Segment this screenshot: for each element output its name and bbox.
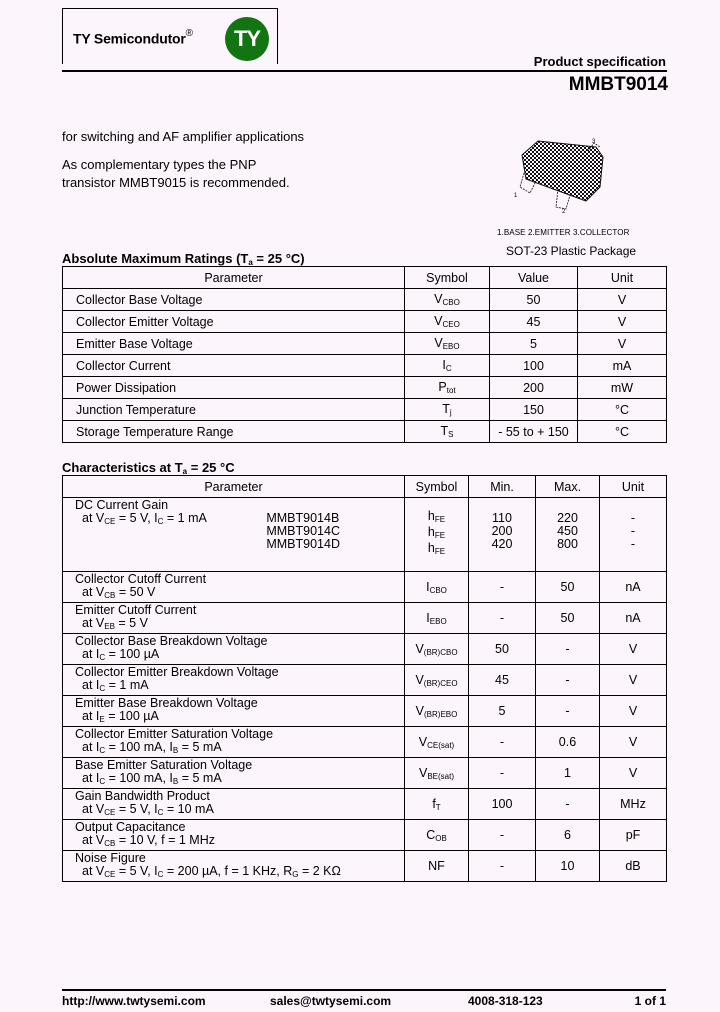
symbol-cell: $V_{CE(sat)}$ xyxy=(405,727,469,758)
symbol-cell: $C_{OB}$ xyxy=(405,820,469,851)
table-header-row xyxy=(63,267,667,289)
parameter-name: Base Emitter Saturation Voltage xyxy=(75,758,253,772)
min-cell: 45 xyxy=(469,665,536,696)
unit-cell: °C xyxy=(578,399,667,421)
parameter-cell xyxy=(63,634,405,665)
min-cell: - xyxy=(469,820,536,851)
part-number-title: MMBT9014 xyxy=(568,74,668,95)
parameter-condition: at $I_C = 100$ mA, $I_B = 5$ mA xyxy=(82,771,222,786)
column-header: Parameter xyxy=(63,267,405,289)
table-row xyxy=(63,665,667,696)
abs-max-table xyxy=(62,266,667,443)
intro-line-3: transistor MMBT9015 is recommended. xyxy=(62,175,290,190)
min-cell: - xyxy=(469,851,536,882)
symbol-cell: $V_{(BR)EBO}$ xyxy=(405,696,469,727)
parameter-cell xyxy=(63,851,405,882)
table-row xyxy=(63,727,667,758)
min-cell: 5 xyxy=(469,696,536,727)
parameter-cell xyxy=(63,696,405,727)
min-cell: - xyxy=(469,603,536,634)
parameter-cell: Emitter Base Voltage xyxy=(63,333,405,355)
table-row xyxy=(63,355,667,377)
parameter-condition: at $V_{CE} = 5$ V, $I_C = 10$ mA xyxy=(82,802,214,817)
max-cell: 50 xyxy=(536,572,600,603)
parameter-cell: Collector Emitter Voltage xyxy=(63,311,405,333)
symbol-cell: $V_{CBO}$ xyxy=(405,289,490,311)
company-name: TY Semicondutor® xyxy=(73,28,193,47)
symbol-cell: $h_{FE}$ $h_{FE}$ $h_{FE}$ xyxy=(405,498,469,572)
value-cell: 100 xyxy=(490,355,578,377)
symbol-cell: $f_T$ xyxy=(405,789,469,820)
parameter-cell: Junction Temperature xyxy=(63,399,405,421)
variant-name: MMBT9014C xyxy=(266,524,340,538)
unit-cell: pF xyxy=(600,820,667,851)
document-type: Product specification xyxy=(533,54,666,69)
unit-cell: V xyxy=(600,727,667,758)
symbol-cell: $P_{tot}$ xyxy=(405,377,490,399)
table-row xyxy=(63,789,667,820)
symbol-cell: $V_{CEO}$ xyxy=(405,311,490,333)
parameter-name: Emitter Cutoff Current xyxy=(75,603,197,617)
table-row xyxy=(63,851,667,882)
parameter-name: Collector Base Breakdown Voltage xyxy=(75,634,268,648)
parameter-cell xyxy=(63,727,405,758)
unit-cell: V xyxy=(578,311,667,333)
table-row xyxy=(63,289,667,311)
column-header: Parameter xyxy=(63,476,405,498)
unit-cell: °C xyxy=(578,421,667,443)
column-header: Value xyxy=(490,267,578,289)
phone-number: 4008-318-123 xyxy=(468,994,543,1008)
min-cell: - xyxy=(469,727,536,758)
value-cell: 200 xyxy=(490,377,578,399)
parameter-cell: Storage Temperature Range xyxy=(63,421,405,443)
parameter-condition: at $V_{EB} = 5$ V xyxy=(82,616,148,631)
unit-cell: dB xyxy=(600,851,667,882)
max-cell: 6 xyxy=(536,820,600,851)
package-name: SOT-23 Plastic Package xyxy=(506,244,637,258)
table-row xyxy=(63,572,667,603)
parameter-name: Collector Emitter Saturation Voltage xyxy=(75,727,274,741)
min-cell: 50 xyxy=(469,634,536,665)
page-number: 1 of 1 xyxy=(634,994,666,1008)
max-cell: 10 xyxy=(536,851,600,882)
max-cell: - xyxy=(536,665,600,696)
max-cell: - xyxy=(536,789,600,820)
unit-cell: V xyxy=(578,289,667,311)
table-row xyxy=(63,377,667,399)
max-cell: - xyxy=(536,696,600,727)
table-row xyxy=(63,603,667,634)
company-logo-box xyxy=(62,8,278,64)
symbol-cell: $V_{(BR)CEO}$ xyxy=(405,665,469,696)
unit-cell: nA xyxy=(600,603,667,634)
unit-cell: nA xyxy=(600,572,667,603)
unit-cell: - - - xyxy=(600,498,667,572)
symbol-cell: $I_{CBO}$ xyxy=(405,572,469,603)
unit-cell: mW xyxy=(578,377,667,399)
sot23-package-icon xyxy=(508,135,608,213)
parameter-name: Collector Emitter Breakdown Voltage xyxy=(75,665,279,679)
table-row xyxy=(63,634,667,665)
intro-text xyxy=(62,129,304,190)
column-header: Symbol xyxy=(405,267,490,289)
characteristics-table xyxy=(62,475,667,882)
parameter-cell: Collector Base Voltage xyxy=(63,289,405,311)
symbol-cell: $I_{EBO}$ xyxy=(405,603,469,634)
variant-names xyxy=(266,512,340,551)
table-row xyxy=(63,758,667,789)
intro-line-2: As complementary types the PNP xyxy=(62,157,257,172)
table-row xyxy=(63,399,667,421)
symbol-cell: $T_S$ xyxy=(405,421,490,443)
abs-max-title: Absolute Maximum Ratings ($T_a = 25$ °C) xyxy=(62,251,305,267)
parameter-condition: at $V_{CE} = 5$ V, $I_C = 1$ mA xyxy=(82,511,207,526)
symbol-cell: $T_j$ xyxy=(405,399,490,421)
value-cell: - 55 to + 150 xyxy=(490,421,578,443)
svg-text:1: 1 xyxy=(514,193,518,199)
table-header-row xyxy=(63,476,667,498)
table-row xyxy=(63,820,667,851)
symbol-cell: $V_{(BR)CBO}$ xyxy=(405,634,469,665)
value-cell: 5 xyxy=(490,333,578,355)
symbol-cell: $I_C$ xyxy=(405,355,490,377)
symbol-cell: $V_{EBO}$ xyxy=(405,333,490,355)
parameter-name: Output Capacitance xyxy=(75,820,186,834)
parameter-condition: at $I_C = 1$ mA xyxy=(82,678,149,693)
max-cell: 0.6 xyxy=(536,727,600,758)
symbol-cell: NF xyxy=(405,851,469,882)
unit-cell: V xyxy=(600,665,667,696)
unit-cell: mA xyxy=(578,355,667,377)
value-cell: 150 xyxy=(490,399,578,421)
parameter-cell: Power Dissipation xyxy=(63,377,405,399)
email-link[interactable]: sales@twtysemi.com xyxy=(270,994,392,1008)
parameter-cell xyxy=(63,820,405,851)
max-cell: - xyxy=(536,634,600,665)
table-row xyxy=(63,421,667,443)
intro-line-1: for switching and AF amplifier applications xyxy=(62,129,305,144)
min-cell: 100 xyxy=(469,789,536,820)
min-cell: 110 200 420 xyxy=(469,498,536,572)
parameter-name: Collector Cutoff Current xyxy=(75,572,207,586)
characteristics-title: Characteristics at $T_a = 25$ °C xyxy=(62,460,235,476)
variant-name: MMBT9014B xyxy=(266,511,340,525)
table-row xyxy=(63,696,667,727)
footer-divider xyxy=(62,989,666,991)
parameter-cell xyxy=(63,572,405,603)
pin-legend: 1.BASE 2.EMITTER 3.COLLECTOR xyxy=(497,228,630,237)
value-cell: 45 xyxy=(490,311,578,333)
min-cell: - xyxy=(469,572,536,603)
table-row xyxy=(63,311,667,333)
svg-text:3: 3 xyxy=(592,139,596,145)
parameter-condition: at $V_{CB} = 10$ V, f = 1 MHz xyxy=(82,833,215,848)
column-header: Unit xyxy=(578,267,667,289)
svg-text:2: 2 xyxy=(562,209,566,213)
max-cell: 50 xyxy=(536,603,600,634)
unit-cell: V xyxy=(600,758,667,789)
unit-cell: V xyxy=(600,696,667,727)
symbol-cell: $V_{BE(sat)}$ xyxy=(405,758,469,789)
min-cell: - xyxy=(469,758,536,789)
column-header: Min. xyxy=(469,476,536,498)
table-row-dc-current-gain xyxy=(63,498,667,572)
parameter-name: Emitter Base Breakdown Voltage xyxy=(75,696,258,710)
parameter-name: DC Current Gain xyxy=(75,498,169,512)
parameter-condition: at $I_C = 100$ mA, $I_B = 5$ mA xyxy=(82,740,222,755)
variant-name: MMBT9014D xyxy=(266,537,340,551)
parameter-cell xyxy=(63,603,405,634)
website-link[interactable]: http://www.twtysemi.com xyxy=(62,994,206,1008)
column-header: Max. xyxy=(536,476,600,498)
parameter-condition: at $V_{CE} = 5$ V, $I_C = 200$ µA, f = 1 KHz, $R_G = 2$ KΩ xyxy=(82,864,341,879)
parameter-condition: at $V_{CB} = 50$ V xyxy=(82,585,156,600)
parameter-cell xyxy=(63,758,405,789)
parameter-name: Gain Bandwidth Product xyxy=(75,789,210,803)
max-cell: 1 xyxy=(536,758,600,789)
parameter-condition: at $I_E = 100$ µA xyxy=(82,709,159,724)
parameter-condition: at $I_C = 100$ µA xyxy=(82,647,160,662)
header-divider xyxy=(62,70,667,72)
parameter-cell: Collector Current xyxy=(63,355,405,377)
parameter-name: Noise Figure xyxy=(75,851,146,865)
max-cell: 220 450 800 xyxy=(536,498,600,572)
column-header: Symbol xyxy=(405,476,469,498)
parameter-cell xyxy=(63,498,405,572)
unit-cell: V xyxy=(578,333,667,355)
unit-cell: V xyxy=(600,634,667,665)
parameter-cell xyxy=(63,665,405,696)
parameter-cell xyxy=(63,789,405,820)
column-header: Unit xyxy=(600,476,667,498)
value-cell: 50 xyxy=(490,289,578,311)
unit-cell: MHz xyxy=(600,789,667,820)
company-logo-icon: TY xyxy=(225,17,269,61)
table-row xyxy=(63,333,667,355)
